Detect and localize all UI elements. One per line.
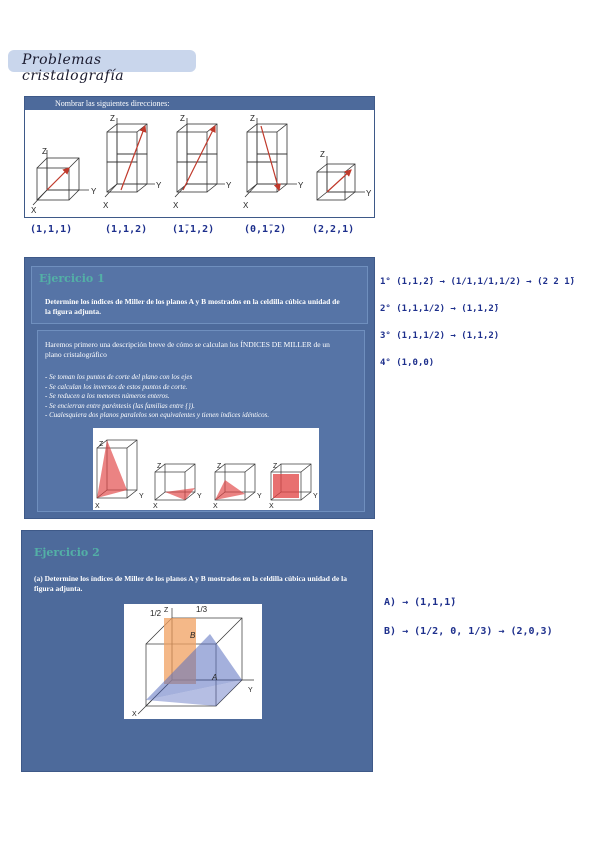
svg-text:X: X bbox=[95, 503, 100, 510]
svg-text:Z: Z bbox=[217, 463, 222, 470]
svg-text:Z: Z bbox=[42, 147, 47, 156]
svg-text:X: X bbox=[31, 206, 37, 215]
svg-text:X: X bbox=[243, 201, 249, 210]
label-axis-y: Y bbox=[248, 687, 253, 694]
svg-text:Z: Z bbox=[273, 463, 278, 470]
note-line-1 bbox=[380, 277, 575, 287]
label-axis-x: X bbox=[132, 711, 137, 718]
svg-text:Y: Y bbox=[197, 493, 202, 500]
miller-step: - Se encierran entre paréntesis (las familias entre {}). bbox=[45, 401, 195, 410]
answer-2: (1,1,2) bbox=[105, 224, 148, 235]
planes-panel bbox=[93, 428, 319, 510]
answer-label: A) bbox=[384, 597, 397, 608]
svg-text:Z: Z bbox=[320, 150, 325, 159]
miller-intro: Haremos primero una descripción breve de cómo se calculan los ÍNDICES DE MILLER de un plano cristalográfico bbox=[45, 340, 330, 359]
note-number: 1° bbox=[380, 277, 391, 287]
svg-text:X: X bbox=[173, 201, 179, 210]
miller-step: - Se reducen a los menores números enteros. bbox=[45, 392, 170, 400]
note-number: 4° bbox=[380, 358, 391, 368]
svg-text:X: X bbox=[153, 503, 158, 510]
plane-ab-panel bbox=[124, 604, 262, 719]
svg-text:X: X bbox=[269, 503, 274, 510]
answer-1: (1,1,1) bbox=[30, 224, 73, 235]
answer-3: (1̄,1,2) bbox=[172, 224, 215, 235]
miller-planes-figure bbox=[93, 428, 319, 510]
slide-exercise-2 bbox=[22, 531, 372, 771]
note-number: 2° bbox=[380, 304, 391, 314]
svg-text:Y: Y bbox=[139, 493, 144, 500]
exercise-1-statement: Determine los índices de Miller de los planos A y B mostrados en la celdilla cúbica unidad de la figura adjunta. bbox=[45, 297, 340, 316]
answer-4: (0,1̄,2) bbox=[244, 224, 287, 235]
exercise-1-title: Ejercicio 1 bbox=[39, 272, 105, 285]
exercise-2-statement: (a) Determine los índices de Miller de los planos A y B mostrados en la celdilla cúbica unidad de la figura adjunta. bbox=[34, 574, 347, 593]
slide-directions bbox=[25, 97, 374, 217]
note-line-3 bbox=[380, 331, 499, 341]
cubes-panel bbox=[25, 110, 374, 217]
exercise-2-title: Ejercicio 2 bbox=[34, 546, 100, 559]
answer-label: B) bbox=[384, 626, 397, 637]
svg-text:Z: Z bbox=[99, 441, 104, 448]
svg-text:Y: Y bbox=[226, 181, 232, 190]
label-third: 1/3 bbox=[196, 605, 208, 614]
miller-step: - Se calculan los inversos de estos puntos de corte. bbox=[45, 382, 188, 391]
answer-plane-a bbox=[384, 597, 456, 608]
miller-step: - Cualesquiera dos planos paralelos son equivalentes y tienen índices idénticos. bbox=[45, 411, 270, 419]
answer-text: → (1/2, 0, 1/3) → (2,0,3) bbox=[402, 626, 553, 637]
svg-text:Z: Z bbox=[180, 114, 185, 123]
svg-text:Y: Y bbox=[366, 189, 372, 198]
svg-text:Z: Z bbox=[157, 463, 162, 470]
note-line-2 bbox=[380, 304, 499, 314]
note-text: (1,0,0) bbox=[396, 358, 435, 368]
svg-text:Y: Y bbox=[91, 187, 97, 196]
answer-plane-b bbox=[384, 626, 553, 637]
slide-exercise-1 bbox=[25, 258, 374, 518]
label-half: 1/2 bbox=[150, 609, 162, 618]
note-number: 3° bbox=[380, 331, 391, 341]
label-plane-b: B bbox=[190, 631, 196, 640]
slide-header: Nombrar las siguientes direcciones: bbox=[55, 99, 170, 108]
note-text: (1,1,2̄) → (1/1,1/1,1/2) → (2 2 1̄) bbox=[396, 277, 576, 287]
label-plane-a: A bbox=[212, 673, 218, 682]
svg-text:Y: Y bbox=[313, 493, 318, 500]
svg-text:X: X bbox=[213, 503, 218, 510]
label-axis-z: Z bbox=[164, 607, 169, 614]
svg-text:Z: Z bbox=[250, 114, 255, 123]
svg-text:Y: Y bbox=[298, 181, 304, 190]
plane-ab-figure bbox=[124, 604, 262, 719]
answer-text: → (1,1,1̄) bbox=[402, 597, 457, 608]
page-title-pill bbox=[8, 50, 196, 84]
svg-text:Y: Y bbox=[257, 493, 262, 500]
miller-steps bbox=[45, 373, 269, 421]
direction-cubes-figure bbox=[25, 110, 374, 217]
svg-text:X: X bbox=[103, 201, 109, 210]
answer-5: (2,2,1) bbox=[312, 224, 355, 235]
miller-step: - Se toman los puntos de corte del plano con los ejes bbox=[45, 373, 193, 381]
page-title: Problemas cristalografía bbox=[22, 52, 125, 84]
svg-text:Z: Z bbox=[110, 114, 115, 123]
note-text: (1,1,1/2) → (1,1,2) bbox=[396, 331, 500, 341]
note-line-4 bbox=[380, 358, 434, 368]
svg-text:Y: Y bbox=[156, 181, 162, 190]
note-text: (1,1,1/2) → (1,1,2̄) bbox=[396, 304, 500, 314]
